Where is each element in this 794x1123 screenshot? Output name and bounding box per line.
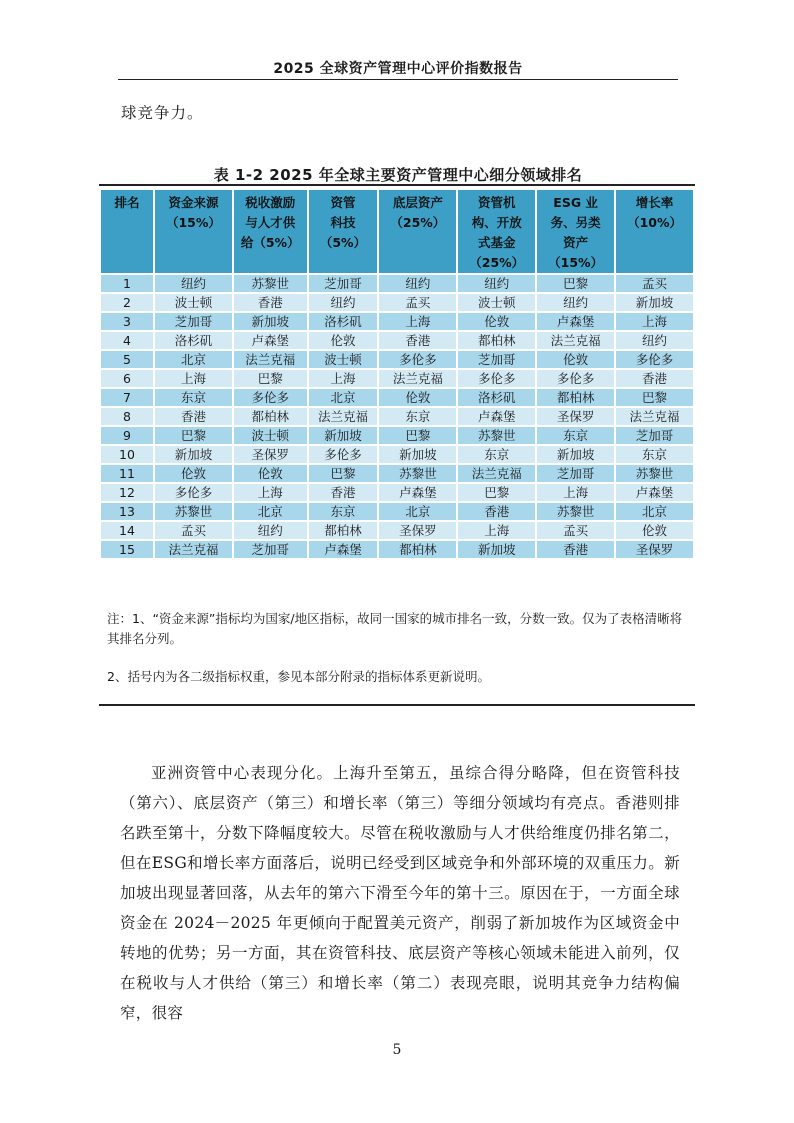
city-cell: 伦敦: [458, 313, 535, 330]
table-row: [101, 446, 693, 463]
city-cell: 法兰克福: [379, 370, 456, 387]
city-cell: 东京: [309, 503, 378, 520]
city-cell: 苏黎世: [155, 503, 232, 520]
city-cell: 上海: [155, 370, 232, 387]
table-header-cell: ESG 业 务、另类 资产 （15%）: [537, 190, 614, 273]
table-header-cell: 资金来源 （15%）: [155, 190, 232, 273]
city-cell: 北京: [234, 503, 307, 520]
city-cell: 纽约: [379, 275, 456, 292]
table-row: [101, 503, 693, 520]
table-row: [101, 389, 693, 406]
table-top-rule: [99, 184, 695, 186]
city-cell: 香港: [155, 408, 232, 425]
city-cell: 波士顿: [309, 351, 378, 368]
city-cell: 巴黎: [379, 427, 456, 444]
city-cell: 孟买: [537, 522, 614, 539]
table-row: [101, 522, 693, 539]
city-cell: 新加坡: [309, 427, 378, 444]
table-body: [101, 275, 693, 558]
city-cell: 芝加哥: [234, 541, 307, 558]
city-cell: 巴黎: [458, 484, 535, 501]
city-cell: 法兰克福: [155, 541, 232, 558]
rank-cell: 7: [101, 389, 153, 406]
city-cell: 圣保罗: [537, 408, 614, 425]
rank-cell: 9: [101, 427, 153, 444]
city-cell: 卢森堡: [234, 332, 307, 349]
table-row: [101, 332, 693, 349]
ranking-table: [99, 188, 695, 560]
rank-cell: 10: [101, 446, 153, 463]
city-cell: 法兰克福: [309, 408, 378, 425]
table-row: [101, 465, 693, 482]
city-cell: 伦敦: [234, 465, 307, 482]
city-cell: 新加坡: [616, 294, 693, 311]
city-cell: 纽约: [537, 294, 614, 311]
city-cell: 东京: [537, 427, 614, 444]
city-cell: 芝加哥: [309, 275, 378, 292]
city-cell: 伦敦: [309, 332, 378, 349]
city-cell: 上海: [234, 484, 307, 501]
city-cell: 多伦多: [616, 351, 693, 368]
city-cell: 多伦多: [537, 370, 614, 387]
city-cell: 多伦多: [309, 446, 378, 463]
city-cell: 伦敦: [155, 465, 232, 482]
city-cell: 香港: [234, 294, 307, 311]
city-cell: 上海: [458, 522, 535, 539]
city-cell: 芝加哥: [616, 427, 693, 444]
city-cell: 芝加哥: [537, 465, 614, 482]
city-cell: 香港: [616, 370, 693, 387]
city-cell: 新加坡: [379, 446, 456, 463]
city-cell: 纽约: [616, 332, 693, 349]
city-cell: 圣保罗: [379, 522, 456, 539]
rank-cell: 2: [101, 294, 153, 311]
city-cell: 新加坡: [458, 541, 535, 558]
city-cell: 上海: [537, 484, 614, 501]
table-row: [101, 370, 693, 387]
city-cell: 圣保罗: [234, 446, 307, 463]
rank-cell: 6: [101, 370, 153, 387]
city-cell: 苏黎世: [616, 465, 693, 482]
city-cell: 巴黎: [537, 275, 614, 292]
table-row: [101, 408, 693, 425]
continuation-text: 球竞争力。: [121, 104, 204, 122]
city-cell: 多伦多: [155, 484, 232, 501]
city-cell: 法兰克福: [616, 408, 693, 425]
city-cell: 上海: [309, 370, 378, 387]
city-cell: 巴黎: [616, 389, 693, 406]
table-header-cell: 底层资产 （25%）: [379, 190, 456, 273]
city-cell: 孟买: [616, 275, 693, 292]
city-cell: 波士顿: [155, 294, 232, 311]
city-cell: 波士顿: [458, 294, 535, 311]
city-cell: 苏黎世: [537, 503, 614, 520]
city-cell: 法兰克福: [234, 351, 307, 368]
rank-cell: 1: [101, 275, 153, 292]
city-cell: 卢森堡: [458, 408, 535, 425]
table-header-cell: 资管机 构、开放 式基金 （25%）: [458, 190, 535, 273]
rank-cell: 15: [101, 541, 153, 558]
city-cell: 巴黎: [234, 370, 307, 387]
city-cell: 卢森堡: [537, 313, 614, 330]
table-header-cell: 税收激励 与人才供 给（5%）: [234, 190, 307, 273]
city-cell: 都柏林: [379, 541, 456, 558]
city-cell: 纽约: [458, 275, 535, 292]
table-row: [101, 484, 693, 501]
table-header-cell: 增长率 （10%）: [616, 190, 693, 273]
city-cell: 孟买: [379, 294, 456, 311]
table-row: [101, 275, 693, 292]
city-cell: 纽约: [309, 294, 378, 311]
city-cell: 香港: [458, 503, 535, 520]
city-cell: 香港: [379, 332, 456, 349]
city-cell: 孟买: [155, 522, 232, 539]
city-cell: 洛杉矶: [309, 313, 378, 330]
city-cell: 多伦多: [458, 370, 535, 387]
city-cell: 法兰克福: [537, 332, 614, 349]
city-cell: 北京: [155, 351, 232, 368]
city-cell: 法兰克福: [458, 465, 535, 482]
ranking-table-container: [99, 184, 695, 560]
city-cell: 芝加哥: [155, 313, 232, 330]
city-cell: 都柏林: [309, 522, 378, 539]
city-cell: 多伦多: [379, 351, 456, 368]
city-cell: 伦敦: [537, 351, 614, 368]
city-cell: 卢森堡: [309, 541, 378, 558]
city-cell: 新加坡: [537, 446, 614, 463]
city-cell: 洛杉矶: [458, 389, 535, 406]
table-caption: 表 1-2 2025 年全球主要资产管理中心细分领域排名: [213, 166, 583, 184]
table-header-cell: 资管 科技 （5%）: [309, 190, 378, 273]
table-note-1: 注：1、“资金来源”指标均为国家/地区指标，故同一国家的城市排名一致，分数一致。仅为了表格清晰将其排名分列。: [107, 611, 683, 646]
city-cell: 北京: [616, 503, 693, 520]
city-cell: 多伦多: [234, 389, 307, 406]
city-cell: 纽约: [234, 522, 307, 539]
city-cell: 东京: [458, 446, 535, 463]
city-cell: 东京: [616, 446, 693, 463]
table-row: [101, 427, 693, 444]
rank-cell: 14: [101, 522, 153, 539]
city-cell: 苏黎世: [379, 465, 456, 482]
table-row: [101, 351, 693, 368]
city-cell: 东京: [155, 389, 232, 406]
city-cell: 苏黎世: [234, 275, 307, 292]
rank-cell: 12: [101, 484, 153, 501]
city-cell: 上海: [379, 313, 456, 330]
page-number: 5: [392, 1042, 402, 1058]
table-note-2: 2、括号内为各二级指标权重，参见本部分附录的指标体系更新说明。: [107, 669, 490, 684]
city-cell: 洛杉矶: [155, 332, 232, 349]
city-cell: 巴黎: [155, 427, 232, 444]
city-cell: 巴黎: [309, 465, 378, 482]
body-paragraph: 亚洲资管中心表现分化。上海升至第五，虽综合得分略降，但在资管科技（第六）、底层资产（第三）和增长率（第三）等细分领域均有亮点。香港则排名跌至第十，分数下降幅度较大。尽管在税收激励与人才供给维度仍排名第二，但在ESG和增长率方面落后，说明已经受到区域竞争和外部环境的双重压力。新加坡出现显著回落，从去年的第六下滑至今年的第十三。原因在于，一方面全球资金在 2024－2025 年更倾向于配置美元资产，削弱了新加坡作为区域资金中转地的优势；另一方面，其在资管科技、底层资产等核心领域未能进入前列，仅在税收与人才供给（第三）和增长率（第二）表现亮眼，说明其竞争力结构偏窄，很容: [120, 764, 680, 1022]
city-cell: 北京: [379, 503, 456, 520]
city-cell: 香港: [309, 484, 378, 501]
city-cell: 波士顿: [234, 427, 307, 444]
rank-cell: 13: [101, 503, 153, 520]
city-cell: 都柏林: [234, 408, 307, 425]
city-cell: 都柏林: [458, 332, 535, 349]
city-cell: 卢森堡: [379, 484, 456, 501]
rank-cell: 11: [101, 465, 153, 482]
table-header-cell: 排名: [101, 190, 153, 273]
table-row: [101, 294, 693, 311]
table-bottom-rule: [99, 704, 695, 706]
city-cell: 纽约: [155, 275, 232, 292]
rank-cell: 3: [101, 313, 153, 330]
city-cell: 伦敦: [379, 389, 456, 406]
city-cell: 苏黎世: [458, 427, 535, 444]
city-cell: 卢森堡: [616, 484, 693, 501]
rank-cell: 5: [101, 351, 153, 368]
city-cell: 伦敦: [616, 522, 693, 539]
city-cell: 都柏林: [537, 389, 614, 406]
rank-cell: 4: [101, 332, 153, 349]
table-row: [101, 313, 693, 330]
page-header-title: 2025 全球资产管理中心评价指数报告: [273, 61, 523, 77]
city-cell: 上海: [616, 313, 693, 330]
city-cell: 东京: [379, 408, 456, 425]
header-rule: [118, 79, 678, 80]
table-row: [101, 541, 693, 558]
rank-cell: 8: [101, 408, 153, 425]
city-cell: 北京: [309, 389, 378, 406]
city-cell: 芝加哥: [458, 351, 535, 368]
city-cell: 圣保罗: [616, 541, 693, 558]
city-cell: 新加坡: [234, 313, 307, 330]
city-cell: 香港: [537, 541, 614, 558]
city-cell: 新加坡: [155, 446, 232, 463]
table-header-row: [101, 190, 693, 273]
